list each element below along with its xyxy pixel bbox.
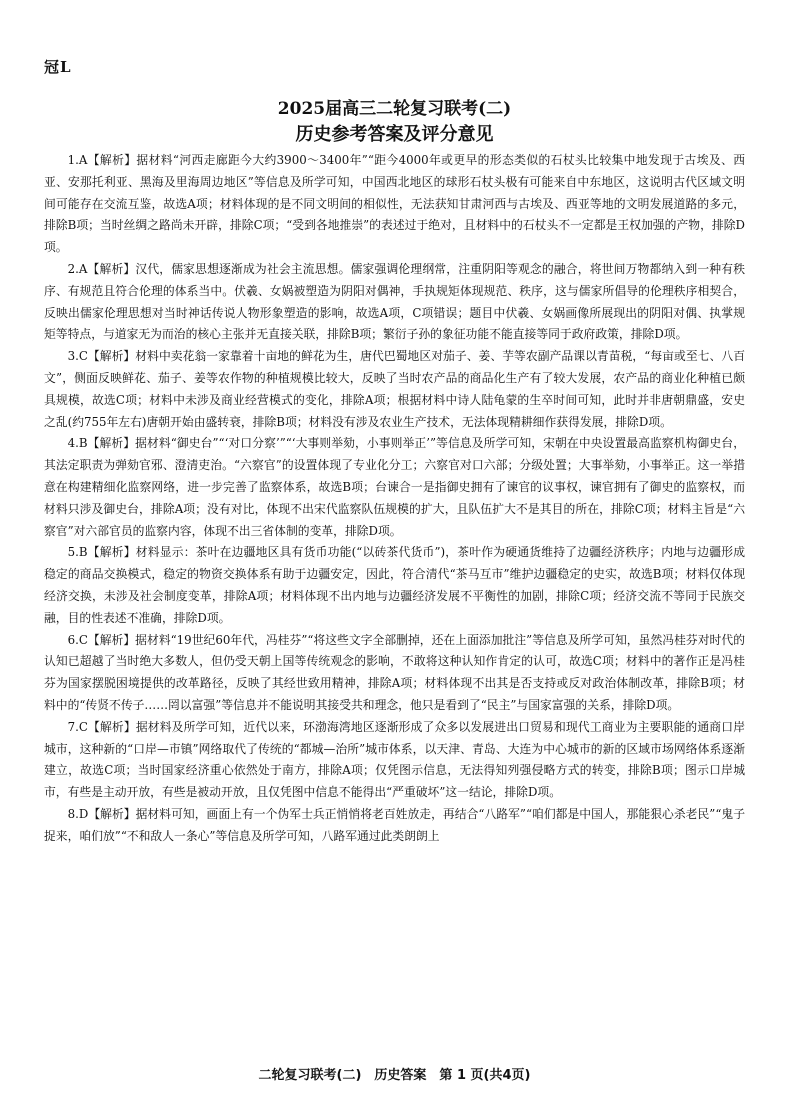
answer-item-5: 5.B【解析】材料显示：茶叶在边疆地区具有货币功能(“以砖茶代货币”)，茶叶作为硬通货维持了边疆经济秩序；内地与边疆形成稳定的商品交换模式，稳定的物资交换体系有助于边疆安定，因此，符合清代“茶马互市”维护边疆稳定的史实，故选B项；材料仅体现经济交换，未涉及社会制度变革，排除A项；材料体现不出内地与边疆经济发展不平衡性的加剧，排除C项；经济交流不等同于民族交融，目的性表述不准确，排除D项。: [44, 545, 745, 625]
exam-title: 2025届高三二轮复习联考(二): [277, 99, 512, 119]
corner-logo-mark: 冠L: [44, 58, 72, 76]
answer-item-1: 1.A【解析】据材料“河西走廊距今大约3900～3400年”“距今4000年或更早的形态类似的石杖头比较集中地发现于古埃及、西亚、安那托利亚、黑海及里海周边地区”等信息及所学可知，中国西北地区的球形石杖头极有可能来自中东地区，这说明古代区域文明间可能存在交流互鉴，故选A项；材料体现的是不同文明间的相似性，无法获知甘肃河西与古埃及、西亚等地的文明发展道路的多元，排除B项；当时丝绸之路尚未开辟，排除C项；“受到各地推崇”的表述过于绝对，且材料中的石杖头不一定都是王权加强的产物，排除D项。: [44, 153, 745, 255]
answer-item-7: 7.C【解析】据材料及所学可知，近代以来，环渤海湾地区逐渐形成了众多以发展进出口贸易和现代工商业为主要职能的通商口岸城市，这种新的“口岸—市镇”网络取代了传统的“都城—治所”城市体系，以天津、青岛、大连为中心城市的新的区域市场网络体系逐渐建立，故选C项；当时国家经济重心依然处于南方，排除A项；仅凭图示信息，无法得知列强侵略方式的转变，排除B项；图示口岸城市，有些是主动开放，有些是被动开放，且仅凭图中信息不能得出“严重破坏”这一结论，排除D项。: [44, 719, 745, 800]
answer-item-3: 3.C【解析】材料中卖花翁一家靠着十亩地的鲜花为生，唐代巴蜀地区对茄子、姜、芋等农副产品课以青苗税，“每亩或至七、八百文”，侧面反映鲜花、茄子、姜等农作物的种植规模比较大，反映了当时农产品的商品化生产有了较大发展，农产品的商业化种植已颇具规模，故选C项；材料中未涉及商业经营模式的变化，排除A项；根据材料中诗人陆龟蒙的生卒时间可知，此时并非唐朝鼎盛，安史之乱(约755年左右)唐朝开始由盛转衰，排除B项；材料没有涉及农业生产技术，无法体现精耕细作获得发展，排除D项。: [44, 349, 745, 429]
answer-item-2: 2.A【解析】汉代，儒家思想逐渐成为社会主流思想。儒家强调伦理纲常，注重阴阳等观念的融合，将世间万物都纳入到一种有秩序、有规范且符合伦理的体系当中。伏羲、女娲被塑造为阴阳对偶神，手执规矩体现规范、秩序，这与儒家所倡导的伦理秩序相契合，反映出儒家伦理思想对当时神话传说人物形象塑造的影响，故选A项，C项错误；题目中伏羲、女娲画像所展现出的阴阳对偶、执掌规矩等特点，与道家无为而治的核心主张并无直接关联，排除B项；繁衍子孙的象征功能不能直接等同于政府政策，排除D项。: [44, 261, 745, 342]
answer-item-6: 6.C【解析】据材料“19世纪60年代，冯桂芬”“将这些文字全部删掉，还在上面添加批注”等信息及所学可知，虽然冯桂芬对时代的认知已超越了当时绝大多数人，但仍受天朝上国等传统观念的影响，不敢将这种认知作肯定的认可，故选C项；材料中的著作正是冯桂芬为国家摆脱困境提供的改革路径，反映了其经世致用精神，排除A项；材料体现不出其是否支持或反对政治体制改革，排除B项；材料中的“传贤不传子……罔以富强”等信息并不能说明其接受共和理念，他只是看到了“民主”与国家富强的关系，排除D项。: [44, 632, 745, 712]
answer-list: [44, 150, 745, 848]
answer-item-4: 4.B【解析】据材料“御史台”“‘对口分察’”“‘大事则举劾，小事则举正’”等信息及所学可知，宋朝在中央设置最高监察机构御史台，其法定职责为弹劾官邪、澄清吏治。“六察官”的设置体现了专业化分工；六察官对口六部；分级处置；大事举劾，小事举正。这一举措意在构建精细化监察网络，进一步完善了监察体系，故选B项；台谏合一是指御史拥有了谏官的议事权，谏官拥有了御史的监察权，而材料只涉及御史台，排除A项；没有对比，体现不出宋代监察队伍规模的扩大，且队伍扩大不是其目的所在，排除C项；材料主旨是“六察官”对六部官员的监察内容，体现不出三省体制的变革，排除D项。: [44, 436, 745, 538]
document-subtitle: 历史参考答案及评分意见: [295, 124, 494, 145]
answer-item-8: 8.D【解析】据材料可知，画面上有一个伪军士兵正悄悄将老百姓放走，再结合“八路军”“咱们都是中国人，那能狠心杀老民”“鬼子捉来，咱们放”“不和敌人一条心”等信息及所学可知，八路军通过此类朗朗上: [44, 806, 745, 843]
page-footer: 二轮复习联考(二) 历史答案 第 1 页(共4页): [258, 1068, 531, 1083]
